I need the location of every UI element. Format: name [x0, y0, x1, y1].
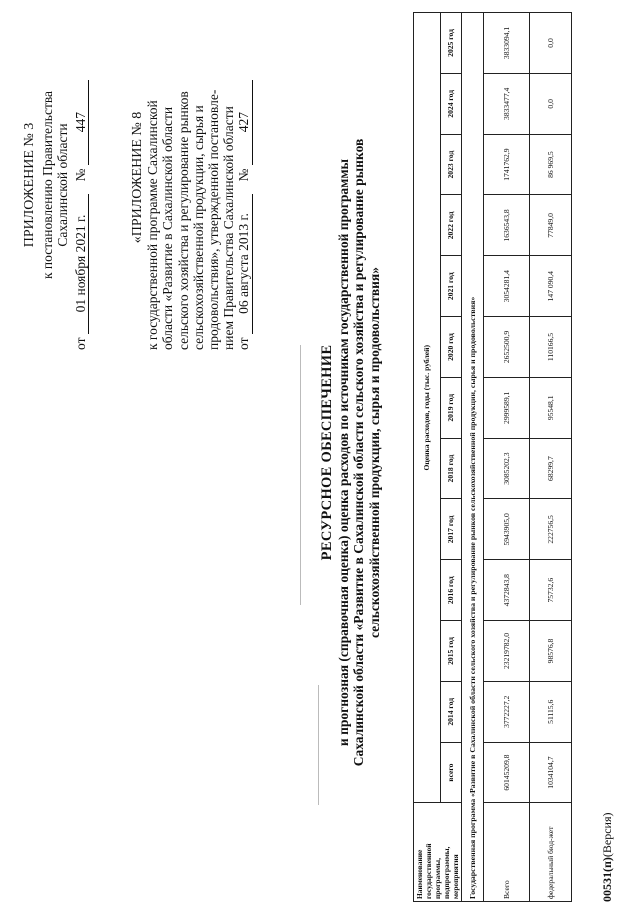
column-header: 2016 год [440, 560, 461, 621]
table-cell: 95548,1 [530, 377, 572, 438]
appendix-8-line: области «Развитие в Сахалинской области [160, 106, 176, 350]
table-cell: 3833477,4 [484, 73, 530, 134]
appendix-8-from-label: от [236, 337, 252, 350]
column-header: 2020 год [440, 317, 461, 378]
table-cell: 51115,6 [530, 681, 572, 742]
column-header: 2014 год [440, 681, 461, 742]
table-cell: 3085202,3 [484, 438, 530, 499]
column-header: 2024 год [440, 73, 461, 134]
appendix-3-number: 447 [73, 80, 90, 165]
table-cell: 5943905,0 [484, 499, 530, 560]
row-label: федеральный бюд-жет [530, 803, 572, 902]
appendix-3-header [22, 20, 89, 350]
footer-version: (Версия) [600, 812, 614, 858]
table-cell: 68299,7 [530, 438, 572, 499]
column-header: 2025 год [440, 13, 461, 74]
appendix-3-date: 01 ноября 2021 г. [73, 194, 90, 334]
appendix-8-line: сельского хозяйства и регулирование рынков [175, 91, 191, 350]
estimate-header: Оценка расходов, годы (тыс. рублей) [414, 13, 441, 803]
appendix-8-line: сельскохозяйственной продукции, сырья и [190, 105, 206, 350]
appendix-3-number-label: № [72, 168, 88, 182]
column-header: 2022 год [440, 195, 461, 256]
title-line: и прогнозная (справочная оценка) оценка расходов по источникам государственной программы [335, 158, 351, 747]
appendix-8-line: нием Правительства Сахалинской области [221, 106, 237, 350]
table-cell: 77849,0 [530, 195, 572, 256]
table-cell: 60145209,8 [484, 742, 530, 803]
appendix-8-number: 427 [236, 80, 252, 165]
table-cell: 3772227,2 [484, 681, 530, 742]
appendix-8-line: продовольствия», утвержденной постановле- [206, 89, 222, 350]
appendix-3-from-label: от [72, 337, 88, 350]
title-main: РЕСУРСНОЕ ОБЕСПЕЧЕНИЕ [319, 344, 335, 561]
table-cell: 0,0 [530, 13, 572, 74]
table-cell: 4372843,8 [484, 560, 530, 621]
table-cell: 98576,8 [530, 621, 572, 682]
appendix-8-number-label: № [236, 168, 252, 182]
resource-table [413, 12, 572, 902]
appendix-8-line: к государственной программе Сахалинской [145, 100, 161, 350]
name-column-header: Наименование государственной программы, подпрограммы, мероприятия [414, 803, 462, 902]
table-cell: 3054281,4 [484, 256, 530, 317]
footer-code [600, 813, 615, 903]
table-cell: 2999589,1 [484, 377, 530, 438]
title-line: сельскохозяйственной продукции, сырья и продовольствия» [366, 267, 382, 638]
appendix-3-title: ПРИЛОЖЕНИЕ № 3 [22, 122, 37, 248]
appendix-3-line1: к постановлению Правительства [39, 90, 55, 280]
table-cell: 3833094,1 [484, 13, 530, 74]
column-header: 2023 год [440, 134, 461, 195]
column-header: всего [440, 742, 461, 803]
table-cell: 86 969,5 [530, 134, 572, 195]
table-row [484, 13, 530, 902]
appendix-8-title: «ПРИЛОЖЕНИЕ № 8 [130, 111, 145, 244]
table-cell: 1636543,8 [484, 195, 530, 256]
row-label: Всего [484, 803, 530, 902]
column-header: 2019 год [440, 377, 461, 438]
column-header: 2021 год [440, 256, 461, 317]
table-cell: 23219782,0 [484, 621, 530, 682]
scan-artifact [318, 685, 319, 805]
table-cell: 110166,5 [530, 317, 572, 378]
table-row [530, 13, 572, 902]
table-cell: 0,0 [530, 73, 572, 134]
appendix-3-line2: Сахалинской области [55, 123, 70, 247]
table-cell: 1034104,7 [530, 742, 572, 803]
table-cell: 1741762,9 [484, 134, 530, 195]
title-line: Сахалинской области «Развитие в Сахалинской области сельского хозяйства и регулирование рынков [351, 138, 366, 767]
program-row: Государственная программа «Развитие в Сахалинской области сельского хозяйства и регулирование рынков сельскохозяйственной продукции, сырья и продовольствия» [462, 13, 484, 902]
table-cell: 75732,6 [530, 560, 572, 621]
column-header: 2017 год [440, 499, 461, 560]
column-header: 2018 год [440, 438, 461, 499]
appendix-8-header [130, 5, 253, 350]
scan-artifact [300, 345, 301, 605]
document-title [320, 20, 382, 885]
table-cell: 2652500,9 [484, 317, 530, 378]
column-header: 2015 год [440, 621, 461, 682]
table-cell: 147 090,4 [530, 256, 572, 317]
appendix-8-date: 06 августа 2013 г. [236, 194, 252, 334]
footer-code-text: 00531(п) [600, 857, 614, 902]
table-cell: 222756,5 [530, 499, 572, 560]
